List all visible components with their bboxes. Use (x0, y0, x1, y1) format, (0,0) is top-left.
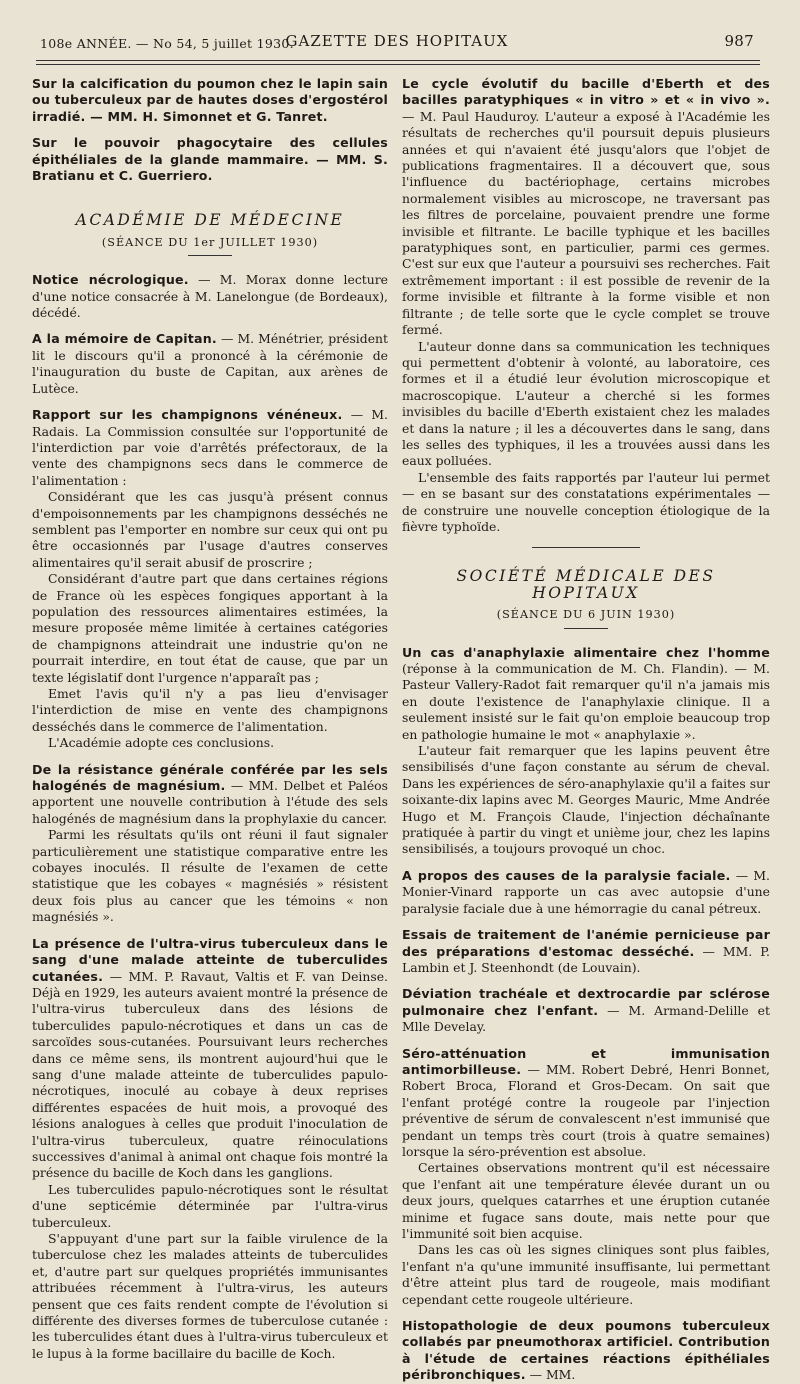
paragraph: L'auteur donne dans sa communication les techniques qui permettent d'obtenir à volonté, au laboratoire, ces formes et il a étudié leur évolution microscopique et macroscopique. L'auteur a cherché si les formes invisibles du bacille d'Eberth existaient chez les malades et dans la nature ; il les a découvertes dans le sang, dans les selles des typhiques, il les a trouvées aussi dans les eaux polluées. (402, 338, 770, 469)
header-rule-thin (36, 64, 760, 65)
paragraph: Considérant que les cas jusqu'à présent connus d'empoisonnements par les champignons desséchés ne semblent pas l'emporter en nombre sur ceux qui ont pu être occasionnés par l'usage d'autres conserves alimentaires qu'il serait abusif de proscrire ; (32, 489, 388, 570)
divider (564, 628, 608, 629)
item-title: A la mémoire de Capitan. (32, 331, 217, 347)
header-rule (36, 60, 760, 61)
item-title: Séro-atténuation et immunisation antimorbilleuse. (402, 1045, 770, 1077)
item-body: — M. Paul Hauduroy. L'auteur a exposé à l'Académie les résultats de recherches qu'il poursuit depuis plusieurs années et qui n'avaient été jusqu'alors que l'objet de publications fragmentaires. Il a découvert que, sous l'influence du bactériophage, certains microbes normalement visibles au microscope, ne traversant pas les filtres de porcelaine, pouvaient prendre une forme invisible et filtrante. Le bacille typhique et les bacilles paratyphiques sont, en particulier, parmi ces germes. C'est sur eux que l'auteur a poursuivi ses recherches. Fait extrêmement important : il est possible de revenir de la forme invisible et filtrante à la forme visible et non filtrante ; de telle sorte que le cycle complet se trouve fermé. (402, 108, 770, 338)
item-body: — MM. P. Ravaut, Valtis et F. van Deinse. Déjà en 1929, les auteurs avaient montré la présence de l'ultra-virus tuberculeux dans des lésions de tuberculides papulo-nécrotiques et dans un cas de sarcoïdes sous-cutanées. Poursuivant leurs recherches dans ce même sens, ils montrent aujourd'hui que le sang d'une malade atteinte de tuberculides papulo-nécrotiques, inoculé au cobaye à deux reprises différentes espacées de huit mois, a provoqué des lésions analogues à celles que produit l'inoculation de l'ultra-virus tuberculeux, quatre réinoculations successives d'animal à animal ont chaque fois montré la présence du bacille de Koch dans les ganglions. (32, 968, 388, 1181)
item-body: — MM. Robert Debré, Henri Bonnet, Robert Broca, Florand et Gros-Decam. On sait que l'enfant protégé contre la rougeole par l'injection préventive de sérum de convalescent n'est immunisé que pendant un temps très court (trois à quatre semaines) lorsque la séro-prévention est absolue. (402, 1061, 770, 1159)
item-body: — M. Monier-Vinard rapporte un cas avec autopsie d'une paralysie faciale due à une hémorragie du canal pétreux. (402, 867, 770, 916)
paragraph (402, 645, 770, 743)
paragraph (402, 986, 770, 1035)
item-body: — MM. Delbet et Paléos apportent une nouvelle contribution à l'étude des sels halogénés de magnésium dans la prophylaxie du cancer. (32, 778, 388, 826)
paragraph (402, 927, 770, 976)
item-title: La présence de l'ultra-virus tuberculeux dans le sang d'une malade atteinte de tuberculides cutanées. (32, 935, 388, 984)
section-title: SOCIÉTÉ MÉDICALE DES HOPITAUX (456, 567, 716, 602)
right-column (402, 72, 770, 1384)
paragraph: Emet l'avis qu'il n'y a pas lieu d'envisager l'interdiction de mise en vente des champignons desséchés dans le commerce de l'alimentation. (32, 686, 388, 734)
paragraph: L'ensemble des faits rapportés par l'auteur lui permet — en se basant sur des constatations expérimentales — de construire une nouvelle conception étiologique de la fièvre typhoïde. (402, 469, 770, 534)
paragraph (402, 1046, 770, 1161)
paragraph (32, 936, 388, 1182)
divider (188, 255, 232, 256)
item-body: — M. Ménétrier, président lit le discours qu'il a prononcé à la cérémonie de l'inauguration du buste de Capitan, aux arènes de Lutèce. (32, 331, 388, 396)
item-title: Le cycle évolutif du bacille d'Eberth et des bacilles paratyphiques « in vitro » et « in vivo ». (402, 76, 770, 108)
item-title: Rapport sur les champignons vénéneux. (32, 407, 343, 423)
paragraph: Considérant d'autre part que dans certaines régions de France où les espèces fongiques apportant à la population des ressources alimentaires estimées, la mesure proposée même limitée à certaines catégories de champignons atteindrait une industrie qu'on ne pourrait interdire, en tout état de cause, que par un texte législatif dont l'urgence n'apparaît pas ; (32, 571, 388, 685)
article-title: Sur la calcification du poumon chez le lapin sain ou tuberculeux par de hautes doses d'ergostérol irradié. — MM. H. Simonnet et G. Tanret. (32, 76, 388, 124)
divider (532, 547, 640, 548)
paragraph: Dans les cas où les signes cliniques sont plus faibles, l'enfant n'a qu'une immunité insuffisante, lui permettant d'être atteint plus tard de rougeole, mais modifiant cependant cette rougeole ultérieure. (402, 1242, 770, 1307)
page-header (40, 30, 754, 56)
paragraph (32, 272, 388, 321)
paragraph: L'Académie adopte ces conclusions. (48, 735, 275, 751)
paragraph (32, 407, 388, 489)
paragraph (402, 76, 770, 339)
journal-title: GAZETTE DES HOPITAUX (285, 32, 509, 50)
item-title: Déviation trachéale et dextrocardie par sclérose pulmonaire chez l'enfant. (402, 986, 770, 1018)
item-title: Un cas d'anaphylaxie alimentaire chez l'homme (402, 644, 770, 660)
article-title: Sur le pouvoir phagocytaire des cellules épithéliales de la glande mammaire. — MM. S. Bratianu et C. Guerriero. (32, 135, 388, 184)
item-title: A propos des causes de la paralysie faciale. (402, 867, 731, 883)
item-body: — M. Radais. La Commission consultée sur l'opportunité de l'interdiction par voie d'arrêtés préfectoraux, de la vente des champignons secs dans le commerce de l'alimentation : (32, 407, 388, 488)
paragraph (32, 762, 388, 828)
item-body: — MM. (529, 1367, 576, 1383)
paragraph: Les tuberculides papulo-nécrotiques sont le résultat d'une septicémie déterminée par l'ultra-virus tuberculeux. (32, 1181, 388, 1230)
paragraph: Certaines observations montrent qu'il est nécessaire que l'enfant ait une température élevée durant un ou deux jours, quelques catarrhes et une éruption cutanée minime et fugace sans doute, mais nette pour que l'immunité soit bien acquise. (402, 1160, 770, 1241)
left-column (32, 72, 388, 1362)
item-title: De la résistance générale conférée par les sels halogénés de magnésium. (32, 761, 388, 794)
paragraph (402, 1318, 770, 1384)
session-date: (SÉANCE DU 6 JUIN 1930) (496, 608, 676, 622)
page-number: 987 (724, 32, 754, 50)
session-date: (SÉANCE DU 1er JUILLET 1930) (101, 235, 319, 249)
paragraph: S'appuyant d'une part sur la faible virulence de la tuberculose chez les malades atteints de tuberculides et, d'autre part sur quelques propriétés immunisantes attribuées récemment à l'ultra-virus, les auteurs pensent que ces faits rendent compte de l'évolution si différente des diverses formes de tuberculose cutanée : les tuberculides étant dues à l'ultra-virus tuberculeux et le lupus à la forme bacillaire du bacille de Koch. (32, 1231, 388, 1361)
item-body: — M. Armand-Delille et Mlle Develay. (402, 1002, 770, 1035)
item-title: Essais de traitement de l'anémie pernicieuse par des préparations d'estomac desséché. (402, 927, 770, 959)
section-title: ACADÉMIE DE MÉDECINE (75, 211, 345, 230)
item-title: Histopathologie de deux poumons tuberculeux collabés par pneumothorax artificiel. Contribution à l'étude de certaines réactions épithéliales péribronchiques. (402, 1318, 770, 1383)
item-body: — M. Morax donne lecture d'une notice consacrée à M. Lanelongue (de Bordeaux), décédé. (32, 272, 388, 321)
paragraph: Parmi les résultats qu'ils ont réuni il faut signaler particulièrement une statistique comparative entre les cobayes inoculés. Il résulte de l'examen de cette statistique que les cobayes « magnésiés » résistent deux fois plus au cancer que les témoins « non magnésiés ». (32, 827, 388, 925)
item-body: — MM. P. Lambin et J. Steenhondt (de Louvain). (402, 943, 770, 975)
item-title: Notice nécrologique. (32, 272, 189, 288)
paragraph (402, 868, 770, 917)
paragraph: L'auteur fait remarquer que les lapins peuvent être sensibilisés d'une façon constante au sérum de cheval. Dans les expériences de séro-anaphylaxie qu'il a faites sur soixante-dix lapins avec M. Georges Mauric, Mme Andrée Hugo et M. François Claude, l'injection déchaînante pratiquée à partir du vingt et unième jour, chez les lapins sensibilisés, a toujours provoqué un choc. (402, 743, 770, 857)
paragraph (32, 331, 388, 397)
item-body: (réponse à la communication de M. Ch. Flandin). — M. Pasteur Vallery-Radot fait remarquer qu'il n'a jamais mis en doute l'existence de l'anaphylaxie clinique. Il a seulement insisté sur le fait qu'on emploie beaucoup trop en pathologie humaine le mot « anaphylaxie ». (402, 661, 770, 742)
issue-info: 108e ANNÉE. — No 54, 5 juillet 1930. (40, 36, 294, 51)
